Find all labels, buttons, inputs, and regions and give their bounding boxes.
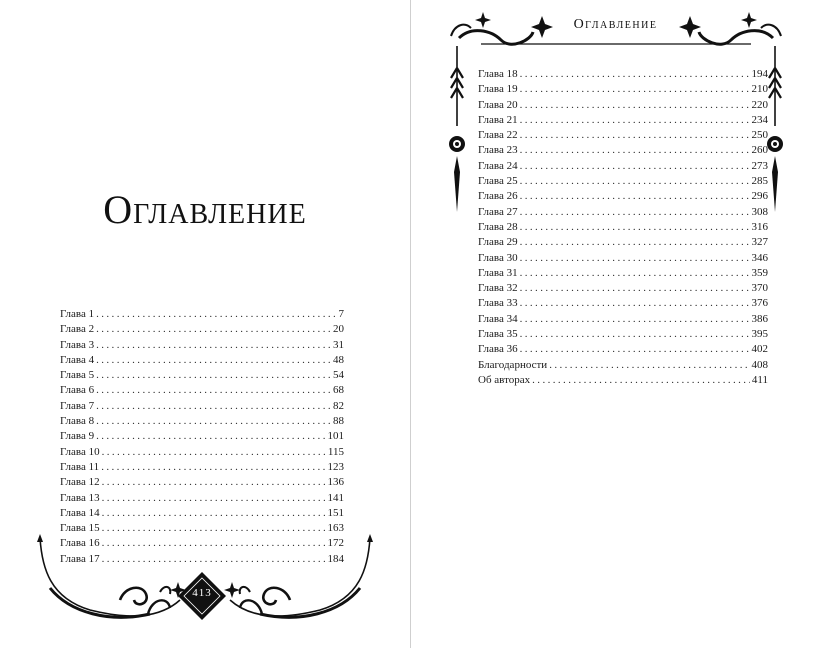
toc-entry-page: 115 [327,445,344,458]
dot-leader [96,414,331,429]
toc-entry[interactable] [478,251,768,266]
page-title: Оглавление [103,187,307,232]
toc-entry[interactable] [478,143,768,158]
toc-entry-label: Глава 33 [478,297,518,310]
toc-entry-label: Глава 10 [60,445,100,458]
toc-entry[interactable] [478,342,768,357]
dot-leader [96,368,331,383]
dot-leader [520,312,750,327]
dot-leader [102,445,326,460]
toc-entry-page: 316 [751,220,768,233]
toc-entry-page: 88 [333,415,344,428]
toc-entry-label: Глава 22 [478,129,518,142]
toc-entry-label: Глава 9 [60,430,95,443]
dot-leader [96,353,331,368]
toc-entry-page: 273 [751,159,768,172]
page-number-badge [178,572,226,620]
dot-leader [520,113,750,128]
toc-entry-page: 234 [751,113,768,126]
toc-entry-label: Глава 30 [478,251,518,264]
toc-entry-page: 386 [751,312,768,325]
toc-entry-page: 194 [751,68,768,80]
dot-leader [102,475,326,490]
toc-entry-page: 411 [751,373,768,386]
toc-entry-label: Глава 23 [478,144,518,157]
toc-entry-page: 346 [751,251,768,264]
dot-leader [520,174,750,189]
dot-leader [520,296,750,311]
toc-entry[interactable] [60,475,344,490]
dot-leader [520,98,750,113]
toc-entry-label: Глава 20 [478,98,518,111]
toc-entry[interactable] [60,383,344,398]
toc-entry[interactable] [478,159,768,174]
toc-entry-page: 123 [327,460,344,473]
toc-entry-page: 260 [751,144,768,157]
toc-entry[interactable] [60,429,344,444]
toc-entry[interactable] [478,358,768,373]
dot-leader [520,235,750,250]
toc-entry-label: Глава 12 [60,476,100,489]
toc-entry-page: 151 [327,506,344,519]
dot-leader [520,342,750,357]
toc-entry[interactable] [478,67,768,82]
toc-list-right [478,67,768,388]
page-number: 413 [192,587,212,599]
toc-entry[interactable] [478,220,768,235]
toc-entry-label: Глава 27 [478,205,518,218]
toc-entry-page: 7 [338,308,344,320]
toc-entry[interactable] [478,98,768,113]
toc-entry[interactable] [478,189,768,204]
toc-entry-label: Глава 28 [478,220,518,233]
dot-leader [520,327,750,342]
toc-entry-page: 163 [327,522,344,535]
toc-entry[interactable] [60,353,344,368]
toc-entry-label: Глава 8 [60,415,95,428]
dot-leader [520,220,750,235]
toc-entry[interactable] [478,296,768,311]
toc-entry-label: Глава 34 [478,312,518,325]
toc-entry-label: Глава 1 [60,308,95,320]
toc-entry-page: 402 [751,343,768,356]
toc-entry[interactable] [60,414,344,429]
toc-entry[interactable] [478,128,768,143]
toc-entry-page: 296 [751,190,768,203]
toc-entry-label: Глава 21 [478,113,518,126]
toc-entry-page: 210 [751,83,768,96]
toc-entry-page: 136 [327,476,344,489]
toc-entry-page: 82 [333,399,344,412]
toc-entry[interactable] [478,281,768,296]
toc-entry-label: Глава 18 [478,68,518,80]
toc-entry[interactable] [60,491,344,506]
toc-entry[interactable] [60,460,344,475]
toc-entry[interactable] [60,307,344,322]
toc-entry[interactable] [478,373,768,388]
toc-entry-label: Глава 5 [60,369,95,382]
dot-leader [96,322,331,337]
toc-entry-label: Глава 25 [478,175,518,188]
dot-leader [96,338,331,353]
toc-entry-page: 184 [327,552,344,565]
toc-entry[interactable] [60,506,344,521]
toc-entry-page: 48 [333,353,344,366]
toc-entry-page: 327 [751,236,768,249]
dot-leader [96,383,331,398]
dot-leader [96,307,336,322]
page-title: Оглавление [573,17,658,32]
toc-entry[interactable] [478,235,768,250]
right-page [411,0,820,648]
dot-leader [96,429,325,444]
toc-entry-label: Глава 15 [60,522,100,535]
toc-entry[interactable] [478,174,768,189]
toc-entry-label: Глава 13 [60,491,100,504]
toc-entry-label: Глава 31 [478,266,518,279]
dot-leader [520,82,750,97]
toc-entry-label: Глава 6 [60,384,95,397]
toc-entry[interactable] [478,327,768,342]
dot-leader [102,491,326,506]
toc-entry-label: Глава 16 [60,537,100,550]
toc-entry[interactable] [478,205,768,220]
dot-leader [96,399,331,414]
toc-entry-page: 54 [333,369,344,382]
toc-entry-page: 285 [751,175,768,188]
toc-entry-label: Глава 32 [478,282,518,295]
toc-entry[interactable] [478,82,768,97]
dot-leader [520,189,750,204]
toc-entry-page: 101 [327,430,344,443]
toc-entry-page: 68 [333,384,344,397]
toc-entry-page: 172 [327,537,344,550]
dot-leader [520,205,750,220]
toc-entry-page: 395 [751,328,768,341]
toc-entry[interactable] [60,322,344,337]
toc-entry-label: Глава 4 [60,353,95,366]
dot-leader [520,251,750,266]
toc-entry-page: 376 [751,297,768,310]
toc-entry-page: 408 [751,358,768,371]
toc-entry-page: 220 [751,98,768,111]
toc-entry-label: Глава 29 [478,236,518,249]
toc-entry-label: Благодарности [478,358,548,371]
toc-entry[interactable] [478,312,768,327]
toc-entry-page: 141 [327,491,344,504]
toc-entry-label: Глава 2 [60,323,95,336]
toc-entry[interactable] [60,338,344,353]
toc-entry-label: Глава 26 [478,190,518,203]
toc-entry-label: Глава 17 [60,552,100,565]
toc-entry[interactable] [60,368,344,383]
dot-leader [520,159,750,174]
dot-leader [101,460,325,475]
toc-entry-label: Глава 19 [478,83,518,96]
toc-entry-label: Об авторах [478,373,531,386]
toc-entry-label: Глава 3 [60,338,95,351]
dot-leader [549,358,749,373]
toc-entry-label: Глава 14 [60,506,100,519]
toc-entry-page: 20 [333,323,344,336]
toc-entry-page: 370 [751,282,768,295]
toc-entry[interactable] [60,399,344,414]
toc-entry-label: Глава 24 [478,159,518,172]
toc-entry[interactable] [478,113,768,128]
toc-entry-page: 308 [751,205,768,218]
dot-leader [520,281,750,296]
toc-entry-label: Глава 11 [60,460,100,473]
toc-entry-page: 250 [751,129,768,142]
dot-leader [520,128,750,143]
toc-entry[interactable] [478,266,768,281]
dot-leader [532,373,750,388]
toc-entry[interactable] [60,445,344,460]
toc-entry-label: Глава 35 [478,328,518,341]
toc-entry-page: 31 [333,338,344,351]
toc-entry-label: Глава 36 [478,343,518,356]
dot-leader [102,506,326,521]
dot-leader [520,143,750,158]
toc-entry-page: 359 [751,266,768,279]
dot-leader [520,266,750,281]
toc-entry-label: Глава 7 [60,399,95,412]
dot-leader [520,67,750,82]
